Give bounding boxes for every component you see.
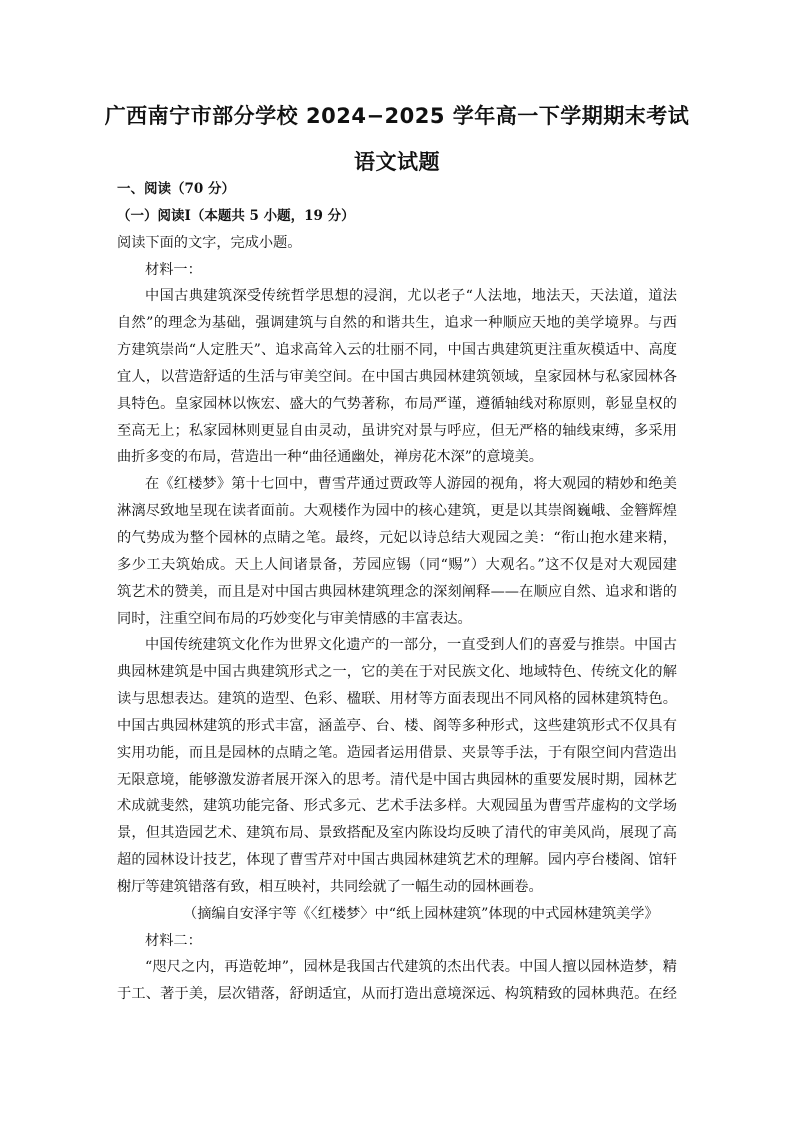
material-one-paragraph (117, 283, 677, 471)
exam-title: 广西南宁市部分学校 2024−2025 学年高一下学期期末考试 (104, 104, 690, 128)
text-line: 的气势成为整个园林的点睛之笔。最终，元妃以诗总结大观园之美：“衔山抱水建来精， (117, 529, 677, 546)
material-two-paragraph (117, 954, 677, 1008)
material-one-source: （摘编自安泽宇等《〈红楼梦〉中“纸上园林建筑”体现的中式园林建筑美学》 (183, 905, 659, 922)
text-line: 具特色。皇家园林以恢宏、盛大的气势著称，布局严谨，遵循轴线对称原则，彰显皇权的 (117, 395, 677, 412)
text-line: 景，但其造园艺术、建筑布局、景致搭配及室内陈设均反映了清代的审美风尚，展现了高 (117, 825, 677, 842)
text-line: 方建筑崇尚“人定胜天”、追求高耸入云的壮丽不同，中国古典建筑更注重灰模适中、高度 (117, 342, 677, 359)
text-line: 曲折多变的布局，营造出一种“曲径通幽处，禅房花木深”的意境美。 (117, 449, 543, 466)
material-one-label: 材料一： (145, 261, 202, 278)
section-heading: 一、阅读（70 分） (117, 181, 235, 197)
text-line: “咫尺之内，再造乾坤”，园林是我国古代建筑的杰出代表。中国人擅以园林造梦，精 (145, 959, 677, 976)
text-line: 于工、著于美，层次错落，舒朗适宜，从而打造出意境深远、构筑精致的园林典范。在经 (117, 986, 677, 1003)
document-body (117, 176, 677, 1008)
text-line: 典园林建筑是中国古典建筑形式之一，它的美在于对民族文化、地域特色、传统文化的解 (117, 664, 677, 681)
material-one-paragraph (117, 471, 677, 632)
instruction-text: 阅读下面的文字，完成小题。 (117, 234, 302, 251)
material-two-label: 材料二： (145, 932, 202, 949)
text-line: 在《红楼梦》第十七回中，曹雪芹通过贾政等人游园的视角，将大观园的精妙和绝美 (145, 476, 677, 493)
subsection-heading: （一）阅读Ⅰ（本题共 5 小题，19 分） (117, 207, 355, 224)
text-line: 读与思想表达。建筑的造型、色彩、楹联、用材等方面表现出不同风格的园林建筑特色。 (117, 691, 677, 708)
text-line: 至高无上；私家园林则更显自由灵动，虽讲究对景与呼应，但无严格的轴线束缚，多采用 (117, 422, 677, 439)
text-line: 同时，注重空间布局的巧妙变化与审美情感的丰富表达。 (117, 610, 472, 627)
text-line: 筑艺术的赞美，而且是对中国古典园林建筑理念的深刻阐释——在顺应自然、追求和谐的 (117, 583, 677, 600)
material-one-paragraph (117, 632, 677, 900)
exam-subject-title: 语文试题 (354, 150, 440, 174)
text-line: 术成就斐然，建筑功能完备、形式多元、艺术手法多样。大观园虽为曹雪芹虚构的文学场 (117, 798, 677, 815)
text-line: 自然”的理念为基础，强调建筑与自然的和谐共生，追求一种顺应天地的美学境界。与西 (117, 315, 677, 332)
text-line: 多少工夫筑始成。天上人间诸景备，芳园应锡（同“赐”）大观名。”这不仅是对大观园建 (117, 556, 677, 573)
text-line: 榭厅等建筑错落有致，相互映衬，共同绘就了一幅生动的园林画卷。 (117, 878, 543, 895)
text-line: 中国传统建筑文化作为世界文化遗产的一部分，一直受到人们的喜爱与推崇。中国古 (145, 637, 677, 654)
text-line: 宜人，以营造舒适的生活与审美空间。在中国古典园林建筑领域，皇家园林与私家园林各 (117, 368, 677, 385)
text-line: 超的园林设计技艺，体现了曹雪芹对中国古典园林建筑艺术的理解。园内亭台楼阁、馆轩 (117, 852, 677, 869)
text-line: 实用功能，而且是园林的点睛之笔。造园者运用借景、夹景等手法，于有限空间内营造出 (117, 744, 677, 761)
text-line: 中国古典园林建筑的形式丰富，涵盖亭、台、楼、阁等多种形式，这些建筑形式不仅具有 (117, 717, 677, 734)
text-line: 中国古典建筑深受传统哲学思想的浸润，尤以老子“人法地，地法天，天法道，道法 (145, 288, 677, 305)
text-line: 淋漓尽致地呈现在读者面前。大观楼作为园中的核心建筑，更是以其崇阁巍峨、金簪辉煌 (117, 503, 677, 520)
text-line: 无限意境，能够激发游者展开深入的思考。清代是中国古典园林的重要发展时期，园林艺 (117, 771, 677, 788)
